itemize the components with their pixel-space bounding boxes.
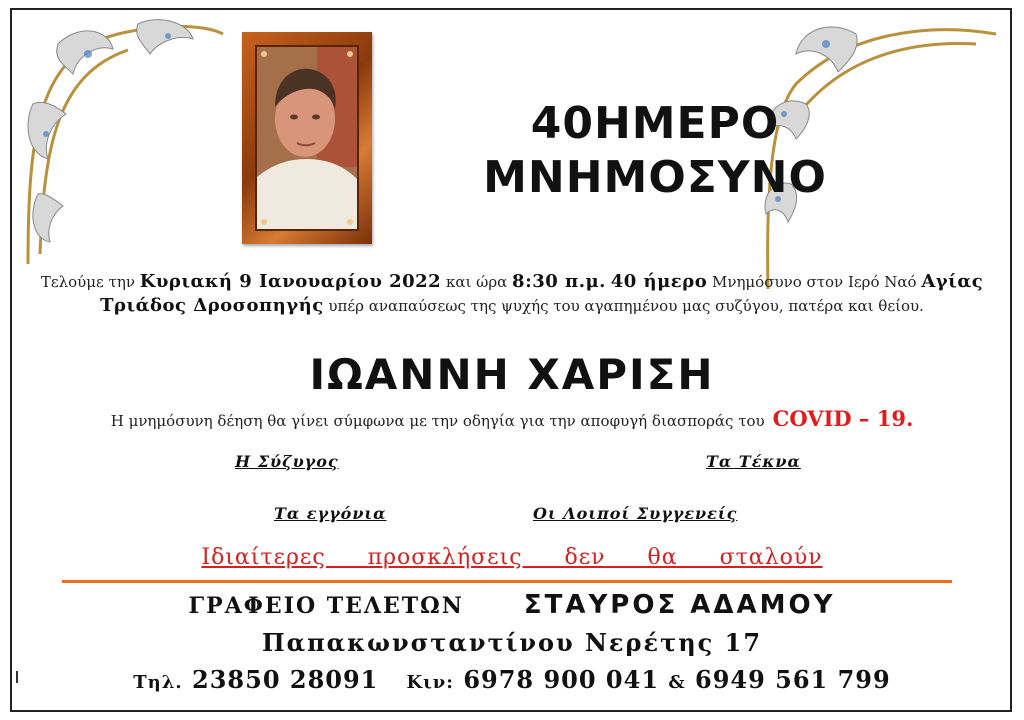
church-name: Αγίας Τριάδος Δροσοπηγής	[100, 271, 984, 316]
signatory-spouse: Η Σύζυγος	[235, 452, 339, 471]
announcement-text: Τελούμε την	[40, 273, 140, 291]
covid-notice-text: Η μνημόσυνη δέηση θα γίνει σύμφωνα με την οδηγία για την αποφυγή διασποράς του	[110, 412, 765, 430]
funeral-office-line	[0, 590, 1024, 620]
funeral-office-address: Παπακωνσταντίνου Νερέτης 17	[261, 628, 763, 657]
funeral-office-label: ΓΡΑΦΕΙΟ ΤΕΛΕΤΩΝ	[188, 593, 464, 619]
frame-stud	[347, 51, 353, 57]
mobile-number-2: 6949 561 799	[695, 665, 891, 694]
announcement-text: υπέρ αναπαύσεως της ψυχής του αγαπημένου μας συζύγου, πατέρα και θείου.	[323, 297, 924, 315]
covid-notice	[40, 406, 984, 431]
ornamental-corner-icon	[18, 14, 228, 274]
portrait-frame	[242, 32, 372, 244]
announcement-text: Μνημόσυνο στον Ιερό Ναό	[707, 273, 922, 291]
funeral-office-owner: ΣΤΑΥΡΟΣ ΑΔΑΜΟΥ	[523, 590, 836, 620]
contact-line	[0, 665, 1024, 694]
ampersand: &	[668, 672, 686, 693]
covid-highlight: COVID – 19.	[772, 406, 914, 431]
portrait-photo	[255, 45, 359, 231]
phone-label: Τηλ.	[133, 672, 183, 693]
divider	[62, 580, 952, 583]
frame-stud	[347, 219, 353, 225]
signatory-grandchildren: Τα εγγόνια	[274, 504, 387, 523]
announcement-paragraph	[40, 270, 984, 318]
margin-mark	[16, 671, 18, 683]
frame-stud	[261, 51, 267, 57]
service-date: Κυριακή 9 Ιανουαρίου 2022	[139, 271, 442, 292]
phone-number: 23850 28091	[192, 665, 379, 694]
deceased-name: ΙΩΑΝΝΗ ΧΑΡΙΣΗ	[309, 350, 715, 399]
mobile-number-1: 6978 900 041	[463, 665, 660, 694]
signatory-children: Τα Τέκνα	[706, 452, 801, 471]
title-line-2: ΜΝΗΜΟΣΥΝΟ	[483, 152, 827, 203]
frame-stud	[261, 219, 267, 225]
mobile-label: Κιν:	[406, 672, 454, 693]
service-time: 8:30 π.μ.	[512, 271, 606, 292]
signatory-relatives: Οι Λοιποί Συγγενείς	[533, 504, 738, 523]
invitations-note: Ιδιαίτερες προσκλήσεις δεν θα σταλούν	[201, 545, 823, 570]
memorial-type: 40 ήμερο	[610, 271, 708, 292]
title-line-1: 40ΗΜΕΡΟ	[530, 98, 780, 149]
announcement-text: και ώρα	[441, 273, 513, 291]
